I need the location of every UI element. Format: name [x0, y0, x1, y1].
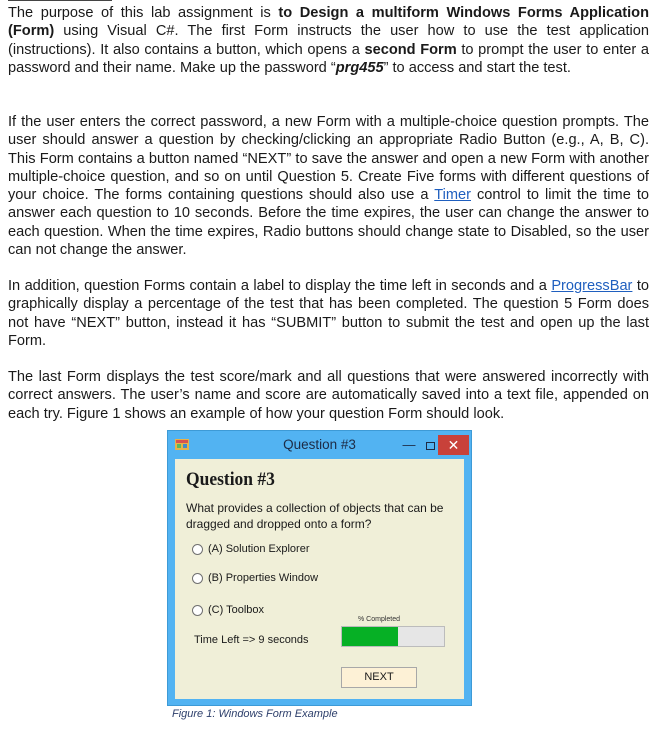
paragraph-last-form: The last Form displays the test score/mark and all questions that were answered incorrectly with correct answers. The user’s name and score are automatically saved into a text file, appended on each try. Figure 1 shows an example of how your question Form should look. [8, 369, 649, 422]
radio-option-c[interactable]: (C) Toolbox [192, 602, 264, 618]
paragraph-progress: In addition, question Forms contain a label to display the time left in seconds and a ProgressBar to graphically display a percentage of the test that has been completed. The question 5 Form does not have “NEXT” button, instead it has “SUBMIT” button to submit the test and open up the last Form. [8, 278, 649, 349]
radio-option-b[interactable]: (B) Properties Window [192, 570, 318, 586]
paragraph-purpose: The purpose of this lab assignment is to Design a multiform Windows Forms Application (Form) using Visual C#. The first Form instructs the user how to use the test application (instructions). It also contains a button, which opens a second Form to prompt the user to enter a password and their name. Make up the password “prg455” to access and start the test. [8, 5, 649, 76]
maximize-icon [426, 442, 435, 450]
time-left-label: Time Left => 9 seconds [194, 634, 309, 646]
progressbar-link[interactable]: ProgressBar [551, 278, 633, 294]
maximize-button[interactable] [421, 435, 439, 455]
top-rule [8, 0, 112, 1]
question-text: What provides a collection of objects that can be dragged and dropped onto a form? [186, 501, 444, 531]
window-titlebar[interactable] [168, 431, 471, 459]
windows-form-figure [167, 430, 472, 706]
radio-circle-icon [192, 544, 203, 555]
question-heading: Question #3 [186, 469, 275, 490]
figure-caption: Figure 1: Windows Form Example [172, 708, 338, 720]
minimize-button[interactable]: — [402, 437, 416, 452]
form-client-area [175, 459, 464, 699]
window-title: Question #3 [283, 437, 356, 452]
progress-bar [341, 626, 445, 647]
paragraph-question-forms: If the user enters the correct password, a new Form with a multiple-choice question prompts. The user should answer a question by checking/clicking an appropriate Radio Button (e.g., A, B, C). This Form contains a button named “NEXT” to save the answer and open a new Form with another multiple-choice question, and so on until Question 5. Create Five forms with different questions of your choice. The forms containing questions should also use a Timer control to limit the time to answer each question to 10 seconds. Before the time expires, the user can change the answer to each question. When the time expires, Radio buttons should change state to Disabled, so the user can not change the answer. [8, 114, 649, 259]
timer-link[interactable]: Timer [434, 187, 471, 204]
close-button[interactable]: ✕ [438, 435, 469, 455]
progress-label: % Completed [358, 616, 401, 623]
progress-fill [342, 627, 398, 646]
radio-circle-icon [192, 573, 203, 584]
radio-option-a[interactable]: (A) Solution Explorer [192, 541, 310, 557]
radio-circle-icon [192, 605, 203, 616]
next-button[interactable]: NEXT [341, 667, 417, 688]
